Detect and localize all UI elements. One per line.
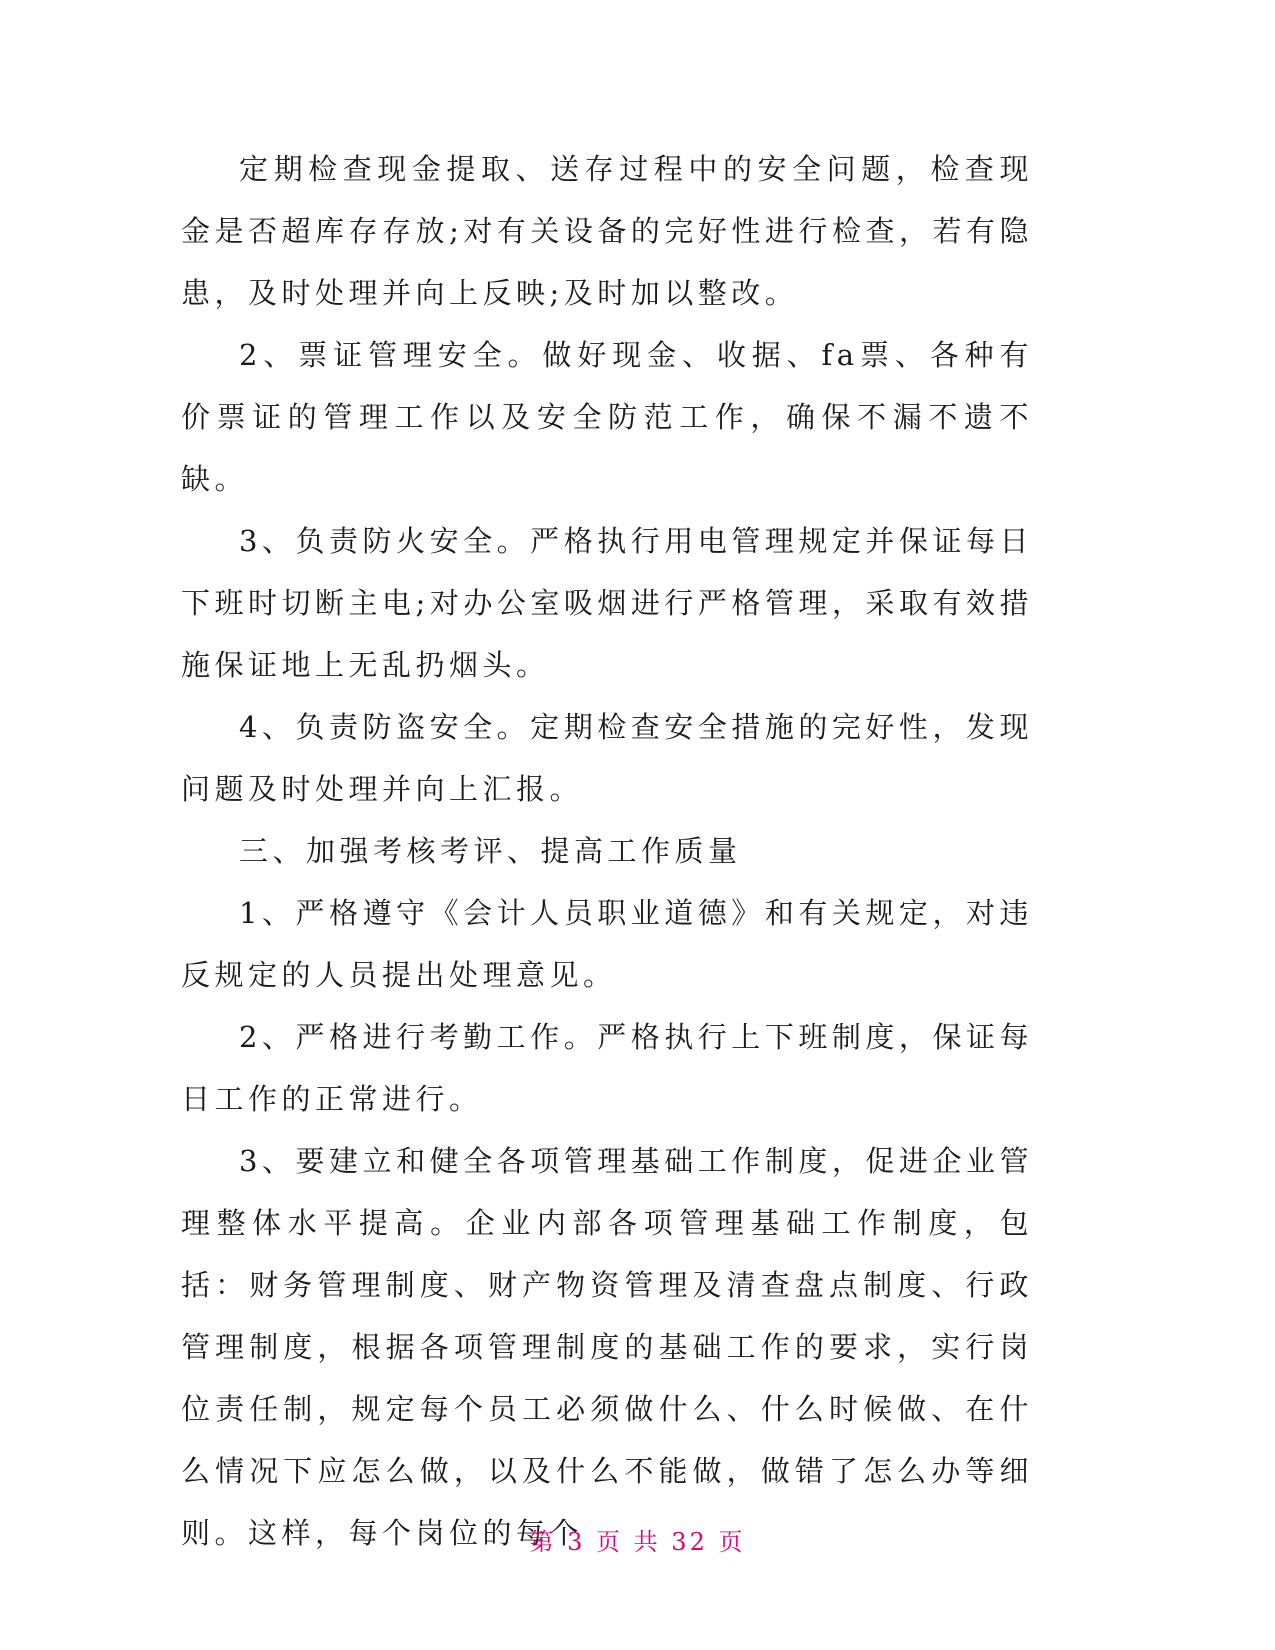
paragraph-3: 3、负责防火安全。严格执行用电管理规定并保证每日下班时切断主电;对办公室吸烟进行严格管理，采取有效措施保证地上无乱扔烟头。 [181,524,1033,682]
document-body [181,138,1033,1564]
paragraph-2: 2、票证管理安全。做好现金、收据、fa票、各种有价票证的管理工作以及安全防范工作，确保不漏不遗不缺。 [181,338,1033,496]
paragraph-8: 3、要建立和健全各项管理基础工作制度，促进企业管理整体水平提高。企业内部各项管理基础工作制度，包括：财务管理制度、财产物资管理及清查盘点制度、行政管理制度，根据各项管理制度的基础工作的要求，实行岗位责任制，规定每个员工必须做什么、什么时候做、在什么情况下应怎么做，以及什么不能做，做错了怎么办等细则。这样，每个岗位的每个 [181,1144,1033,1550]
page-footer [0,1522,1275,1557]
paragraph-1: 定期检查现金提取、送存过程中的安全问题，检查现金是否超库存存放;对有关设备的完好性进行检查，若有隐患，及时处理并向上反映;及时加以整改。 [181,152,1033,310]
section-heading: 三、加强考核考评、提高工作质量 [239,834,742,868]
paragraph-4: 4、负责防盗安全。定期检查安全措施的完好性，发现问题及时处理并向上汇报。 [181,710,1033,806]
paragraph-7: 2、严格进行考勤工作。严格执行上下班制度，保证每日工作的正常进行。 [181,1020,1033,1116]
paragraph-6: 1、严格遵守《会计人员职业道德》和有关规定，对违反规定的人员提出处理意见。 [181,896,1033,992]
page-number-label: 第 3 页 共 32 页 [529,1528,746,1556]
